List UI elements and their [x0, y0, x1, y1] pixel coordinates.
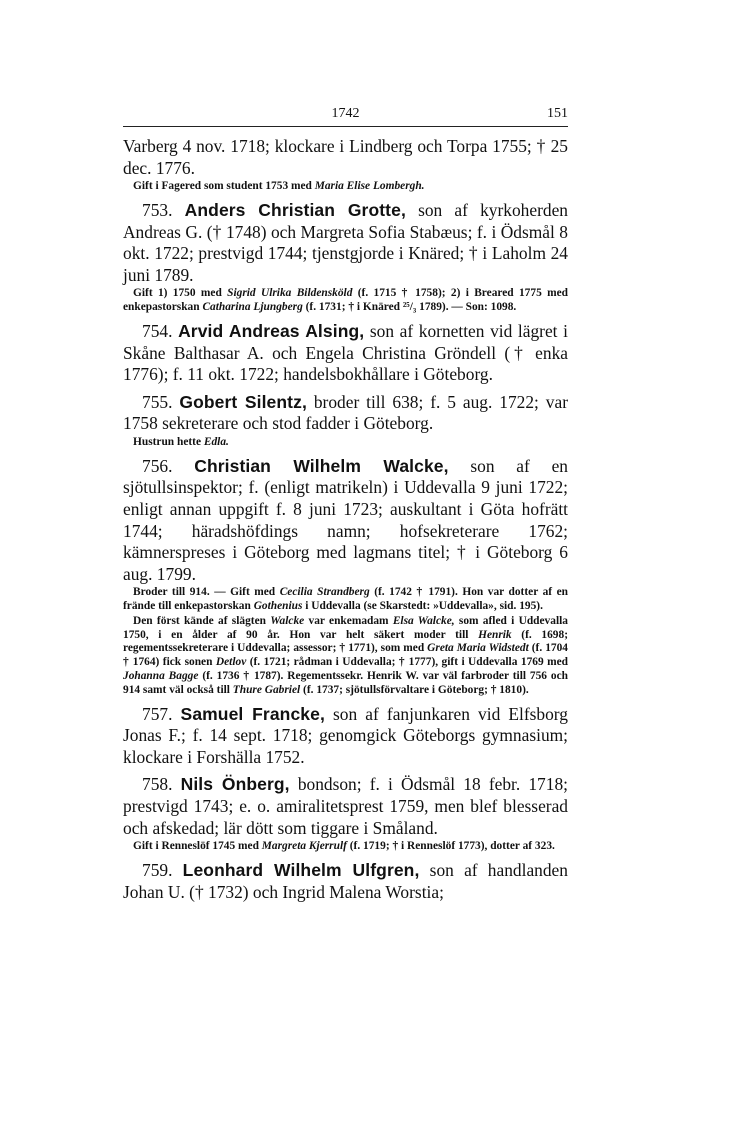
header-rule [123, 126, 568, 127]
entry-759 [123, 860, 568, 903]
entry-text: son af kornetten vid lägret i Skåne Balthasar A. och Engela Christina Gröndell († enka 1776); f. 11 okt. 1722; handelsbokhållare i Göteborg. [123, 320, 568, 385]
note-paragraph: Gift i Renneslöf 1745 med Margreta Kjerrulf (f. 1719; † i Renneslöf 1773), dotter af 323. [133, 840, 555, 853]
entry-758 [123, 774, 568, 839]
page-content [123, 136, 568, 903]
entry-number: 756. [142, 455, 173, 476]
entry-757 [123, 704, 568, 769]
continuation-text: Varberg 4 nov. 1718; klockare i Lindberg och Torpa 1755; † 25 dec. 1776. [123, 136, 568, 178]
header-year: 1742 [331, 106, 360, 121]
note-paragraph: Gift 1) 1750 med Sigrid Ulrika Bildensköld (f. 1715 † 1758); 2) i Breared 1775 med enkepastorskan Catharina Ljungberg (f. 1731; † i Knäred ²⁵/₃ 1789). — Son: 1098. [123, 287, 568, 314]
entry-number: 758. [142, 774, 173, 795]
entry-number: 759. [142, 860, 173, 881]
entry-number: 753. [142, 199, 173, 220]
entry-text: son af handlanden Johan U. († 1732) och Ingrid Malena Worstia; [123, 860, 568, 902]
note-paragraph: Gift i Fagered som student 1753 med Maria Elise Lombergh. [133, 180, 425, 193]
entry-756 [123, 456, 568, 586]
entry-text: son af fanjunkaren vid Elfsborg Jonas F.; f. 14 sept. 1718; genomgick Göteborgs gymnasium; klockare i Forshälla 1752. [123, 703, 568, 767]
entry-text: son af en sjötullsinspektor; f. (enligt matrikeln) i Uddevalla 9 juni 1722; enligt annan uppgift f. 8 juni 1723; auskultant i Göta hofrätt 1744; häradshöfdings namn; hofsekreterare 1762; kämnerspreses i Göteborg med lagmans titel; † i Göteborg 6 aug. 1799. [123, 455, 568, 584]
entry-text: broder till 638; f. 5 aug. 1722; var 1758 sekreterare och stod fadder i Göteborg. [123, 391, 568, 434]
person-name: Leonhard Wilhelm Ulfgren, [182, 860, 420, 881]
page-number: 151 [547, 106, 568, 121]
person-name: Anders Christian Grotte, [184, 199, 406, 220]
person-name: Gobert Silentz, [179, 391, 307, 412]
entry-number: 755. [142, 391, 173, 412]
person-name: Christian Wilhelm Walcke, [194, 455, 449, 476]
entry-number: 757. [142, 703, 173, 724]
note-paragraph: Hustrun hette Edla. [133, 435, 229, 448]
entry-text: son af kyrkoherden Andreas G. († 1748) och Margreta Sofia Stabæus; f. i Ödsmål 8 okt. 1722; prestvigd 1744; tjenstgjorde i Knäred; † i Laholm 24 juni 1789. [123, 199, 568, 285]
entry-753 [123, 200, 568, 286]
person-name: Samuel Francke, [180, 703, 325, 724]
entry-754 [123, 321, 568, 386]
note-paragraph: Den först kände af slägten Walcke var enkemadam Elsa Walcke, som afled i Uddevalla 1750, i en ålder af 90 år. Hon var helt säkert moder till Henrik (f. 1698; regementssekreterare i Uddevalla; assessor; † 1771), som med Greta Maria Widstedt (f. 1704 † 1764) fick sonen Detlov (f. 1721; rådman i Uddevalla; † 1777), gift i Uddevalla 1769 med Johanna Bagge (f. 1736 † 1787). Regementssekr. Henrik W. var väl farbroder till 756 och 914 samt väl också till Thure Gabriel (f. 1737; sjötullsförvaltare i Göteborg; † 1810). [123, 614, 568, 696]
page-header [123, 104, 568, 124]
continuation-paragraph [123, 136, 568, 179]
entry-755 [123, 392, 568, 435]
entry-number: 754. [142, 320, 173, 341]
person-name: Arvid Andreas Alsing, [178, 320, 365, 341]
person-name: Nils Önberg, [180, 774, 290, 795]
note-paragraph: Broder till 914. — Gift med Cecilia Strandberg (f. 1742 † 1791). Hon var dotter af en frände till enkepastorskan Gothenius i Uddevalla (se Skarstedt: »Uddevalla», sid. 195). [123, 586, 568, 613]
entry-text: bondson; f. i Ödsmål 18 febr. 1718; prestvigd 1743; e. o. amiralitetsprest 1759, men blef blesserad och afskedad; lär dött som tiggare i Småland. [123, 774, 568, 838]
